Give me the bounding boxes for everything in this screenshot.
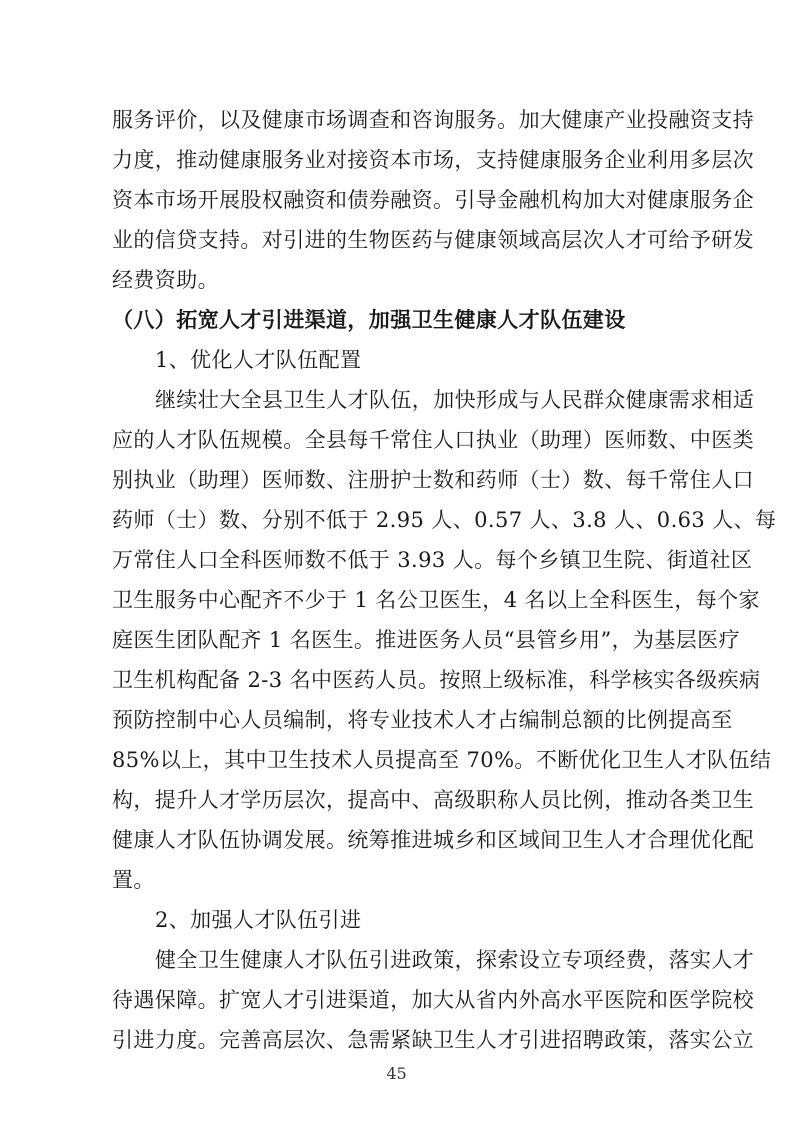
paragraph-line: 应的人才队伍规模。全县每千常住人口执业（助理）医师数、中医类 [112, 428, 754, 452]
paragraph-line: 置。 [112, 868, 155, 892]
paragraph-line: 构，提升人才学历层次，提高中、高级职称人员比例，推动各类卫生 [112, 788, 754, 812]
paragraph-line: 万常住人口全科医师数不低于 3.93 人。每个乡镇卫生院、街道社区 [112, 548, 753, 572]
paragraph-line: 引进力度。完善高层次、急需紧缺卫生人才引进招聘政策，落实公立 [112, 1028, 754, 1052]
subsection-heading: 1、优化人才队伍配置 [155, 348, 362, 372]
paragraph-line: 卫生机构配备 2-3 名中医药人员。按照上级标准，科学核实各级疾病 [112, 668, 761, 692]
paragraph-line: 药师（士）数、分别不低于 2.95 人、0.57 人、3.8 人、0.63 人、每 [112, 508, 777, 532]
paragraph-line: 卫生服务中心配齐不少于 1 名公卫医生，4 名以上全科医生，每个家 [112, 588, 760, 612]
paragraph-line: 待遇保障。扩宽人才引进渠道，加大从省内外高水平医院和医学院校 [112, 988, 754, 1012]
paragraph-line: 健康人才队伍协调发展。统筹推进城乡和区域间卫生人才合理优化配 [112, 828, 754, 852]
paragraph-line: 经费资助。 [112, 268, 219, 292]
paragraph-line: 庭医生团队配齐 1 名医生。推进医务人员“县管乡用”，为基层医疗 [112, 628, 740, 652]
paragraph-line: 85%以上，其中卫生技术人员提高至 70%。不断优化卫生人才队伍结 [112, 748, 772, 772]
paragraph-line: 健全卫生健康人才队伍引进政策，探索设立专项经费，落实人才 [155, 948, 755, 972]
paragraph-line: 力度，推动健康服务业对接资本市场，支持健康服务企业利用多层次 [112, 148, 754, 172]
paragraph-line: 服务评价，以及健康市场调查和咨询服务。加大健康产业投融资支持 [112, 108, 754, 132]
paragraph-line: 业的信贷支持。对引进的生物医药与健康领域高层次人才可给予研发 [112, 228, 754, 252]
page-number: 45 [386, 1064, 407, 1083]
section-heading: （八）拓宽人才引进渠道，加强卫生健康人才队伍建设 [112, 308, 626, 332]
paragraph-line: 继续壮大全县卫生人才队伍，加快形成与人民群众健康需求相适 [155, 388, 755, 412]
subsection-heading: 2、加强人才队伍引进 [155, 908, 362, 932]
paragraph-line: 资本市场开展股权融资和债券融资。引导金融机构加大对健康服务企 [112, 188, 754, 212]
paragraph-line: 预防控制中心人员编制，将专业技术人才占编制总额的比例提高至 [112, 708, 733, 732]
paragraph-line: 别执业（助理）医师数、注册护士数和药师（士）数、每千常住人口 [112, 468, 754, 492]
